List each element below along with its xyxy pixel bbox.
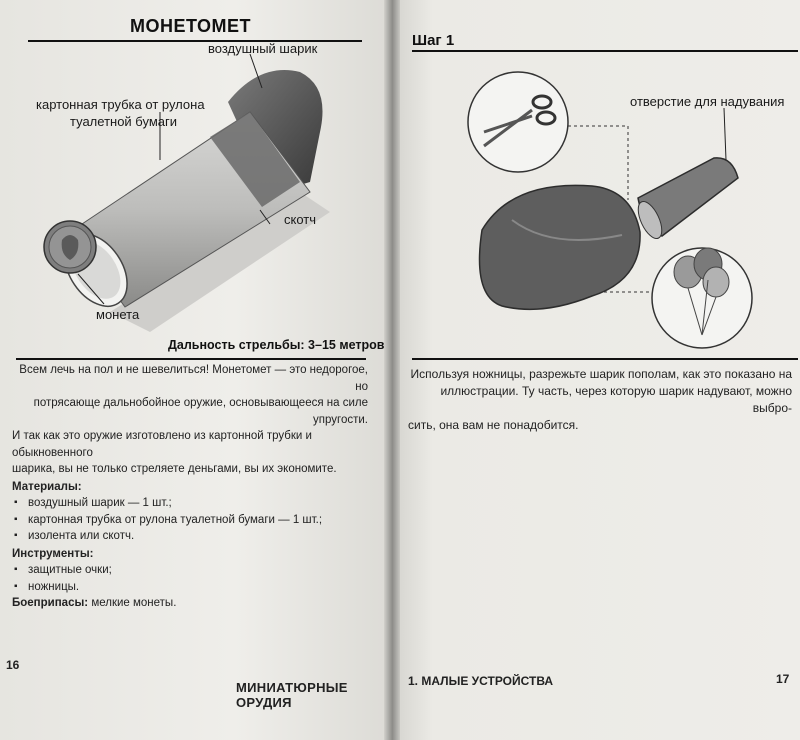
list-item: ▪ изолента или скотч.	[12, 528, 368, 545]
intro-line: Всем лечь на пол и не шевелиться! Монетомет — это недорогое, но	[19, 364, 368, 393]
balloon-half-shape	[480, 185, 641, 309]
tools-list	[12, 562, 368, 595]
section-rule	[16, 358, 366, 360]
materials-list	[12, 495, 368, 545]
label-balloon: воздушный шарик	[208, 41, 318, 56]
list-item: ▪ воздушный шарик — 1 шт.;	[12, 495, 368, 512]
page-title: МОНЕТОМЕТ	[130, 16, 252, 36]
text-line: иллюстрации. Ту часть, через которую шарик надувают, можно выбро-	[440, 384, 792, 415]
list-item: ▪ ножницы.	[12, 579, 368, 596]
label-tape: скотч	[284, 212, 317, 227]
running-footer: 1. МАЛЫЕ УСТРОЙСТВА	[408, 674, 554, 688]
left-page	[0, 0, 392, 740]
page-number: 17	[776, 672, 790, 686]
intro-line: И так как это оружие изготовлено из картонной трубки и обыкновенного	[12, 430, 312, 459]
list-item: ▪ защитные очки;	[12, 562, 368, 579]
list-item: ▪ картонная трубка от рулона туалетной бумаги — 1 шт.;	[12, 512, 368, 529]
coin-shooter-illustration	[0, 42, 392, 372]
materials-heading: Материалы:	[12, 480, 82, 493]
text-line: сить, она вам не понадобится.	[408, 418, 579, 432]
intro-line: шарика, вы не только стреляете деньгами, вы их экономите.	[12, 463, 337, 475]
right-body-text	[408, 366, 792, 434]
label-coin: монета	[96, 307, 140, 322]
firing-range: Дальность стрельбы: 3–15 метров	[168, 338, 385, 352]
page-number: 16	[6, 658, 20, 672]
label-tube-line1: картонная трубка от рулона	[36, 97, 205, 112]
step-title: Шаг 1	[412, 32, 455, 49]
running-footer: МИНИАТЮРНЫЕ ОРУДИЯ	[236, 680, 348, 710]
ammo-heading: Боеприпасы:	[12, 597, 89, 609]
coin-icon	[44, 221, 96, 273]
title-rule	[412, 50, 798, 52]
ammo-line	[12, 595, 368, 612]
tools-heading: Инструменты:	[12, 547, 94, 560]
right-page	[392, 0, 800, 740]
book-spine	[384, 0, 400, 740]
left-body-text	[12, 362, 368, 612]
label-inflation-hole: отверстие для надувания	[630, 94, 785, 109]
intro-line: потрясающе дальнобойное оружие, основывающееся на силе упругости.	[33, 397, 368, 426]
label-tube-line2: туалетной бумаги	[70, 114, 177, 129]
ammo-text: мелкие монеты.	[88, 597, 177, 609]
section-rule	[412, 358, 798, 360]
text-line: Используя ножницы, разрежьте шарик пополам, как это показано на	[410, 367, 792, 381]
